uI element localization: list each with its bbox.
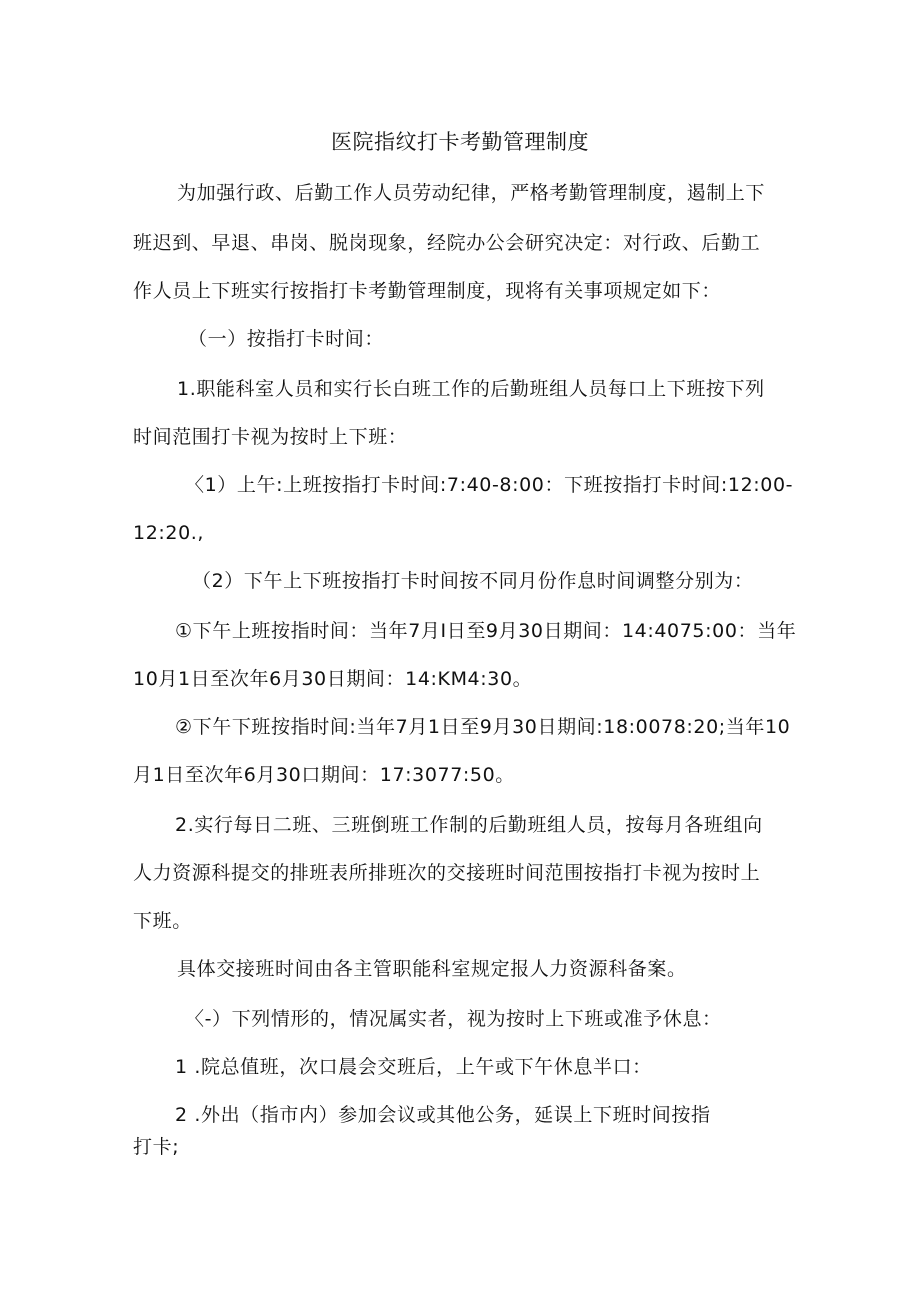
paragraph-line: （2）下午上下班按指打卡时间按不同月份作息时间调整分别为： bbox=[192, 570, 754, 592]
paragraph-line: 2 .外出（指市内）参加会议或其他公务，延误上下班时间按指 bbox=[175, 1104, 711, 1126]
paragraph-line: 2.实行每日二班、三班倒班工作制的后勤班组人员，按每月各班组向 bbox=[175, 814, 763, 836]
paragraph-line: 12:20., bbox=[133, 522, 205, 544]
paragraph-line: 作人员上下班实行按指打卡考勤管理制度，现将有关事项规定如下： bbox=[133, 280, 722, 302]
paragraph-line: 〈1）上午:上班按指打卡时间:7:40-8:00：下班按指打卡时间:12:00- bbox=[185, 474, 794, 496]
paragraph-line: 具体交接班时间由各主管职能科室规定报人力资源科备案。 bbox=[177, 958, 687, 980]
paragraph-line: 下班。 bbox=[133, 910, 192, 932]
paragraph-line: 1.职能科室人员和实行长白班工作的后勤班组人员每口上下班按下列 bbox=[177, 378, 765, 400]
paragraph-line: 为加强行政、后勤工作人员劳动纪律，严格考勤管理制度，遏制上下 bbox=[177, 182, 766, 204]
paragraph-line: 班迟到、早退、串岗、脱岗现象，经院办公会研究决定：对行政、后勤工 bbox=[133, 232, 761, 254]
paragraph-line: 1 .院总值班，次口晨会交班后，上午或下午休息半口： bbox=[175, 1056, 652, 1078]
paragraph-line: ①下午上班按指时间：当年7月I日至9月30日期间：14:4075:00：当年 bbox=[175, 620, 797, 642]
paragraph-line: 打卡; bbox=[133, 1136, 180, 1158]
paragraph-line: 时间范围打卡视为按时上下班： bbox=[133, 426, 408, 448]
section-heading: （一）按指打卡时间： bbox=[188, 328, 385, 350]
paragraph-line: 人力资源科提交的排班表所排班次的交接班时间范围按指打卡视为按时上 bbox=[133, 862, 761, 884]
document-title: 医院指纹打卡考勤管理制度 bbox=[331, 130, 589, 154]
section-heading: 〈-）下列情形的，情况属实者，视为按时上下班或准予休息： bbox=[185, 1008, 722, 1030]
paragraph-line: 月1日至次年6月30口期间：17:3077:50。 bbox=[133, 764, 515, 786]
paragraph-line: ②下午下班按指时间:当年7月1日至9月30日期间:18:0078:20;当年10 bbox=[175, 716, 791, 738]
paragraph-line: 10月1日至次年6月30日期间：14:KM4:30。 bbox=[133, 668, 533, 690]
